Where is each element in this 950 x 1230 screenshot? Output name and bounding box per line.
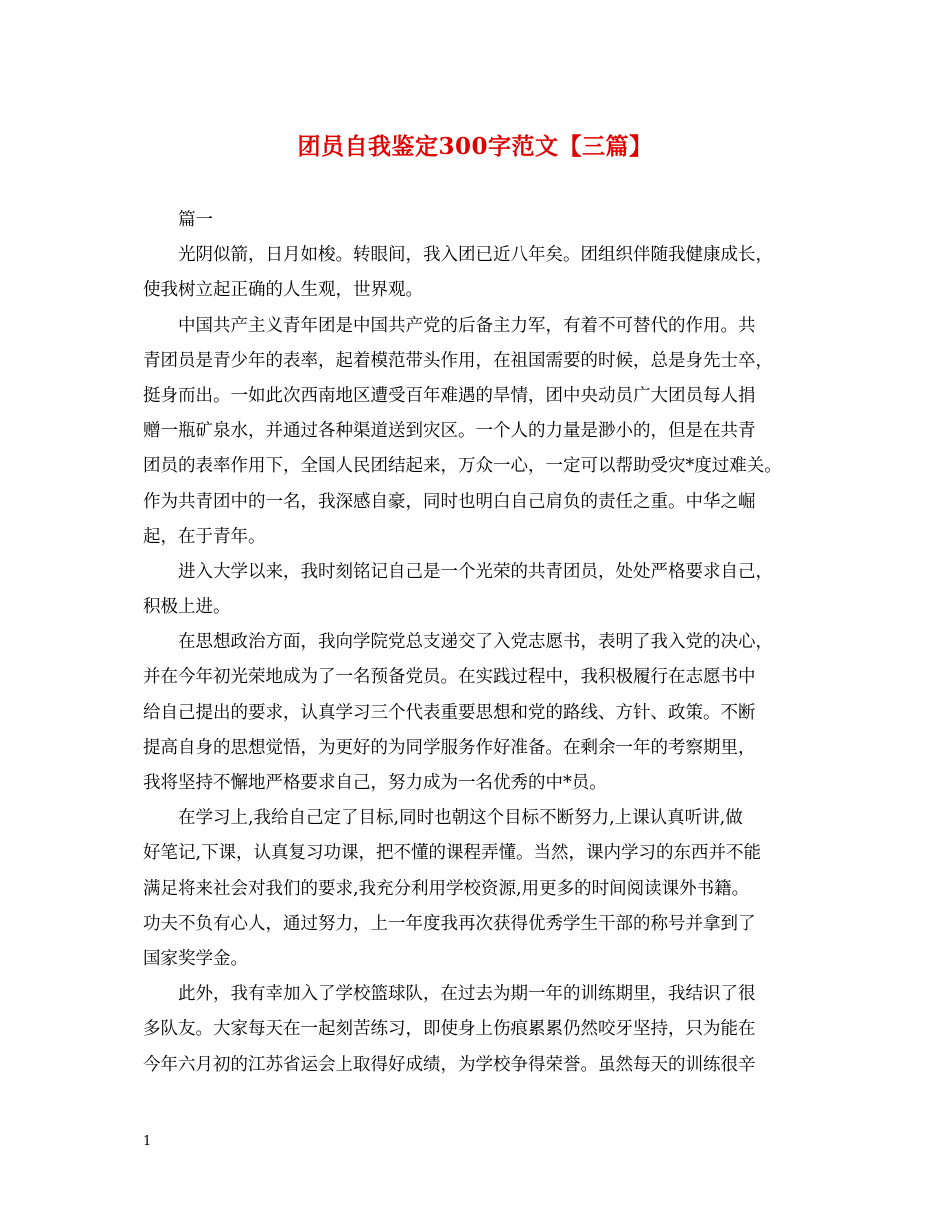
text-line: 青团员是青少年的表率，起着模范带头作用，在祖国需要的时候，总是身先士卒， [143,350,773,371]
text-line: 我将坚持不懈地严格要求自己，努力成为一名优秀的中*员。 [143,773,607,793]
text-line: 起，在于青年。 [143,526,266,547]
text-line: 挺身而出。一如此次西南地区遭受百年难遇的旱情，团中央动员广大团员每人捐 [143,385,756,406]
text-line: 提高自身的思想觉悟，为更好的为同学服务作好准备。在剩余一年的考察期里， [143,737,756,758]
text-line: 满足将来社会对我们的要求,我充分利用学校资源,用更多的时间阅读课外书籍。 [143,878,750,899]
text-line: 篇一 [178,210,213,230]
text-line: 给自己提出的要求，认真学习三个代表重要思想和党的路线、方针、政策。不断 [143,702,756,723]
document-body [143,203,815,1083]
text-line: 在学习上,我给自己定了目标,同时也朝这个目标不断努力,上课认真听讲,做 [178,808,743,829]
text-line: 此外，我有幸加入了学校篮球队，在过去为期一年的训练期里，我结识了很 [178,984,756,1005]
document-title: 团员自我鉴定300字范文【三篇】 [297,133,653,160]
text-line: 功夫不负有心人，通过努力，上一年度我再次获得优秀学生干部的称号并拿到了 [143,913,756,934]
text-line: 好笔记,下课，认真复习功课，把不懂的课程弄懂。当然，课内学习的东西并不能 [143,843,762,864]
text-line: 作为共青团中的一名，我深感自豪，同时也明白自己肩负的责任之重。中华之崛 [143,491,756,512]
text-line: 使我树立起正确的人生观，世界观。 [143,280,423,301]
text-line: 今年六月初的江苏省运会上取得好成绩，为学校争得荣誉。虽然每天的训练很辛 [143,1054,756,1075]
text-line: 中国共产主义青年团是中国共产党的后备主力军，有着不可替代的作用。共 [178,315,756,336]
text-line: 光阴似箭，日月如梭。转眼间，我入团已近八年矣。团组织伴随我健康成长， [178,245,773,266]
page-number: 1 [143,1134,152,1149]
text-line: 并在今年初光荣地成为了一名预备党员。在实践过程中，我积极履行在志愿书中 [143,667,756,688]
text-line: 积极上进。 [143,597,231,618]
text-line: 团员的表率作用下，全国人民团结起来，万众一心，一定可以帮助受灾*度过难关。 [143,456,782,477]
text-line: 赠一瓶矿泉水，并通过各种渠道送到灾区。一个人的力量是渺小的，但是在共青 [143,421,756,442]
text-line: 进入大学以来，我时刻铭记自己是一个光荣的共青团员，处处严格要求自己， [178,561,773,582]
text-line: 多队友。大家每天在一起刻苦练习，即使身上伤痕累累仍然咬牙坚持，只为能在 [143,1019,756,1040]
text-line: 在思想政治方面，我向学院党总支递交了入党志愿书，表明了我入党的决心， [178,632,773,653]
text-line: 国家奖学金。 [143,948,248,969]
